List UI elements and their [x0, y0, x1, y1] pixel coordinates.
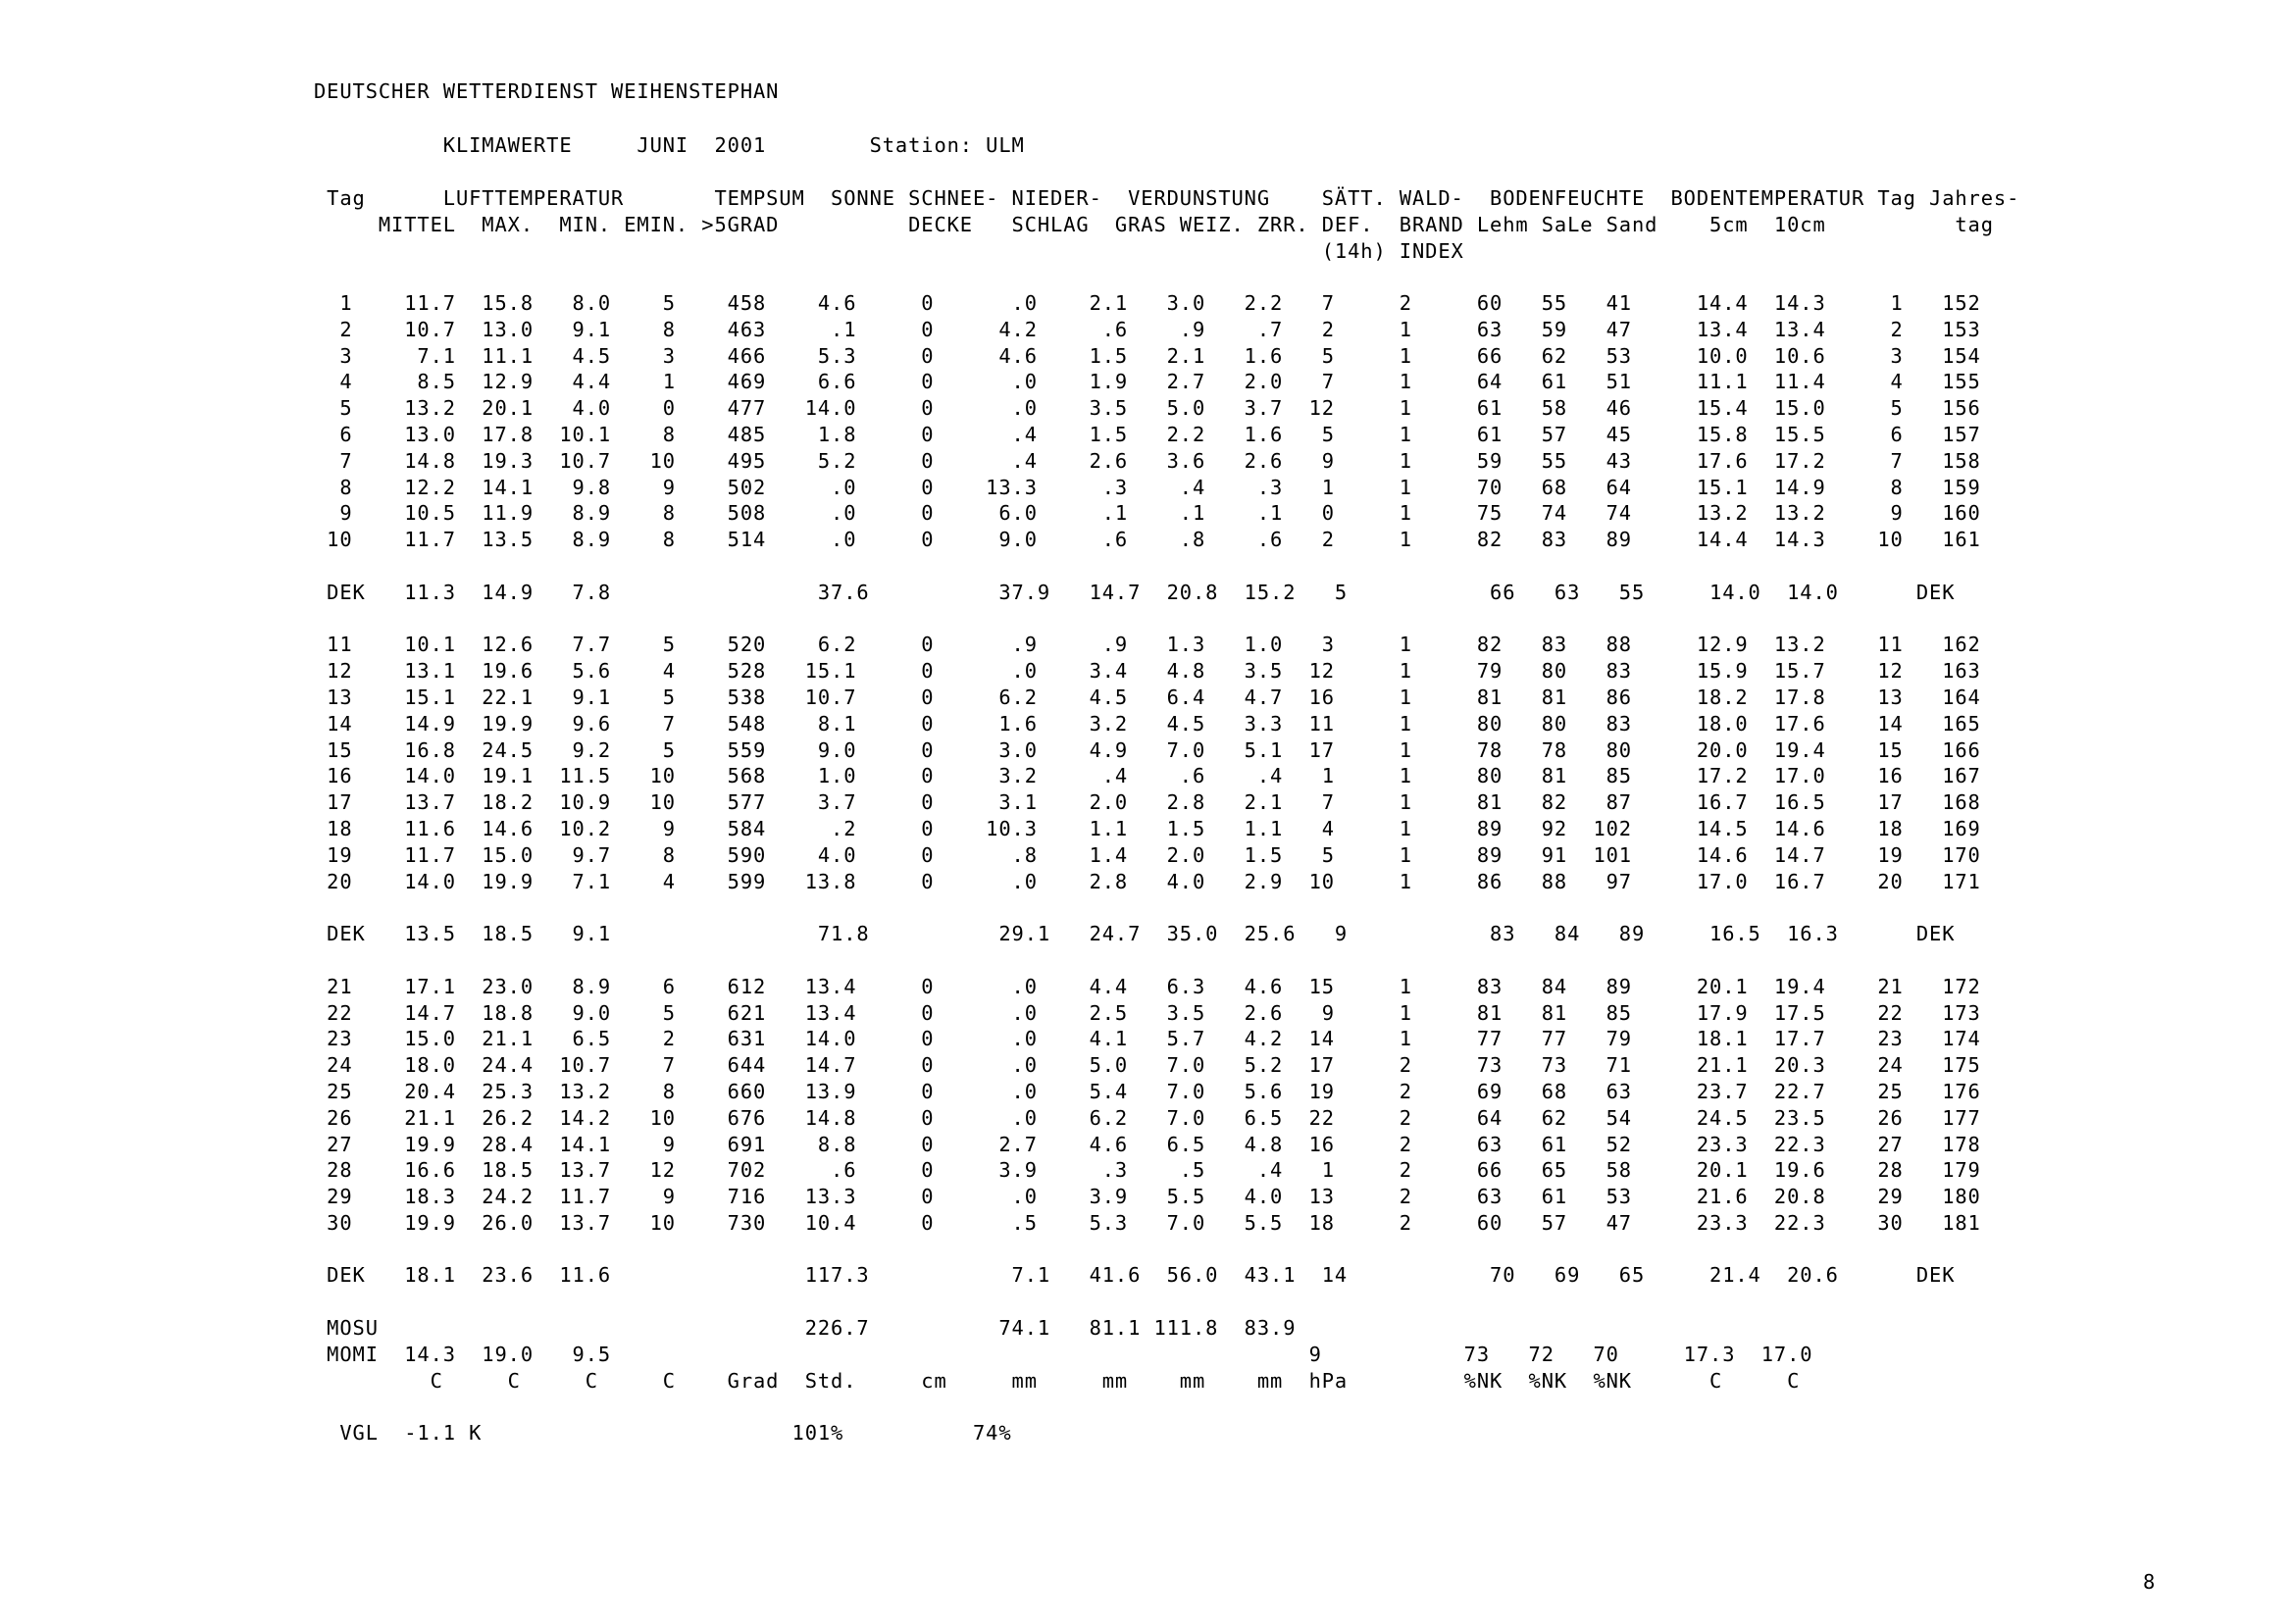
- data-table-body: [314, 290, 1981, 1446]
- report-title: DEUTSCHER WETTERDIENST WEIHENSTEPHAN: [314, 79, 780, 103]
- table-row: 8 12.2 14.1 9.8 9 502 .0 0 13.3 .3 .4 .3 1 1 70 68 64 15.1 14.9 8 159: [314, 475, 1981, 499]
- table-header: [314, 185, 2019, 264]
- table-row: 5 13.2 20.1 4.0 0 477 14.0 0 .0 3.5 5.0 3.7 12 1 61 58 46 15.4 15.0 5 156: [314, 396, 1981, 421]
- table-row: 14 14.9 19.9 9.6 7 548 8.1 0 1.6 3.2 4.5 3.3 11 1 80 80 83 18.0 17.6 14 165: [314, 711, 1981, 736]
- table-row: 28 16.6 18.5 13.7 12 702 .6 0 3.9 .3 .5 .4 1 2 66 65 58 20.1 19.6 28 179: [314, 1158, 1981, 1183]
- table-row: 17 13.7 18.2 10.9 10 577 3.7 0 3.1 2.0 2.8 2.1 7 1 81 82 87 16.7 16.5 17 168: [314, 790, 1981, 815]
- table-row: 9 10.5 11.9 8.9 8 508 .0 0 6.0 .1 .1 .1 0 1 75 74 74 13.2 13.2 9 160: [314, 501, 1981, 526]
- table-row: C C C C Grad Std. cm mm mm mm mm hPa %NK %NK %NK C C: [314, 1368, 1801, 1393]
- table-row: 20 14.0 19.9 7.1 4 599 13.8 0 .0 2.8 4.0 2.9 10 1 86 88 97 17.0 16.7 20 171: [314, 869, 1981, 893]
- table-row: DEK 18.1 23.6 11.6 117.3 7.1 41.6 56.0 43.1 14 70 69 65 21.4 20.6 DEK: [314, 1263, 1956, 1288]
- table-row: 25 20.4 25.3 13.2 8 660 13.9 0 .0 5.4 7.0 5.6 19 2 69 68 63 23.7 22.7 25 176: [314, 1079, 1981, 1103]
- report-subtitle: KLIMAWERTE JUNI 2001 Station: ULM: [314, 133, 1025, 157]
- table-row: 27 19.9 28.4 14.1 9 691 8.8 0 2.7 4.6 6.5 4.8 16 2 63 61 52 23.3 22.3 27 178: [314, 1132, 1981, 1156]
- table-row: 19 11.7 15.0 9.7 8 590 4.0 0 .8 1.4 2.0 1.5 5 1 89 91 101 14.6 14.7 19 170: [314, 842, 1981, 867]
- header-line: MITTEL MAX. MIN. EMIN. >5GRAD DECKE SCHLAG GRAS WEIZ. ZRR. DEF. BRAND Lehm SaLe Sand 5cm 10cm tag: [314, 212, 1994, 236]
- table-row: 10 11.7 13.5 8.9 8 514 .0 0 9.0 .6 .8 .6 2 1 82 83 89 14.4 14.3 10 161: [314, 528, 1981, 552]
- table-row: 22 14.7 18.8 9.0 5 621 13.4 0 .0 2.5 3.5 2.6 9 1 81 81 85 17.9 17.5 22 173: [314, 1000, 1981, 1025]
- table-row: 26 21.1 26.2 14.2 10 676 14.8 0 .0 6.2 7.0 6.5 22 2 64 62 54 24.5 23.5 26 177: [314, 1105, 1981, 1130]
- table-row: VGL -1.1 K 101% 74%: [314, 1421, 1012, 1446]
- table-row: 2 10.7 13.0 9.1 8 463 .1 0 4.2 .6 .9 .7 2 1 63 59 47 13.4 13.4 2 153: [314, 317, 1981, 341]
- table-row: 1 11.7 15.8 8.0 5 458 4.6 0 .0 2.1 3.0 2.2 7 2 60 55 41 14.4 14.3 1 152: [314, 291, 1981, 315]
- table-row: 29 18.3 24.2 11.7 9 716 13.3 0 .0 3.9 5.5 4.0 13 2 63 61 53 21.6 20.8 29 180: [314, 1185, 1981, 1209]
- table-row: 6 13.0 17.8 10.1 8 485 1.8 0 .4 1.5 2.2 1.6 5 1 61 57 45 15.8 15.5 6 157: [314, 422, 1981, 446]
- table-row: MOMI 14.3 19.0 9.5 9 73 72 70 17.3 17.0: [314, 1342, 1813, 1366]
- table-row: 3 7.1 11.1 4.5 3 466 5.3 0 4.6 1.5 2.1 1.6 5 1 66 62 53 10.0 10.6 3 154: [314, 343, 1981, 368]
- page-number: 8: [2143, 1570, 2157, 1594]
- table-row: 24 18.0 24.4 10.7 7 644 14.7 0 .0 5.0 7.0 5.2 17 2 73 73 71 21.1 20.3 24 175: [314, 1053, 1981, 1078]
- table-row: DEK 13.5 18.5 9.1 71.8 29.1 24.7 35.0 25.6 9 83 84 89 16.5 16.3 DEK: [314, 922, 1956, 946]
- table-row: MOSU 226.7 74.1 81.1 111.8 83.9: [314, 1316, 1297, 1341]
- table-row: 23 15.0 21.1 6.5 2 631 14.0 0 .0 4.1 5.7 4.2 14 1 77 77 79 18.1 17.7 23 174: [314, 1027, 1981, 1051]
- table-row: 16 14.0 19.1 11.5 10 568 1.0 0 3.2 .4 .6 .4 1 1 80 81 85 17.2 17.0 16 167: [314, 764, 1981, 788]
- table-row: 7 14.8 19.3 10.7 10 495 5.2 0 .4 2.6 3.6 2.6 9 1 59 55 43 17.6 17.2 7 158: [314, 448, 1981, 473]
- table-row: 18 11.6 14.6 10.2 9 584 .2 0 10.3 1.1 1.5 1.1 4 1 89 92 102 14.5 14.6 18 169: [314, 816, 1981, 840]
- table-row: 21 17.1 23.0 8.9 6 612 13.4 0 .0 4.4 6.3 4.6 15 1 83 84 89 20.1 19.4 21 172: [314, 974, 1981, 998]
- table-row: 11 10.1 12.6 7.7 5 520 6.2 0 .9 .9 1.3 1.0 3 1 82 83 88 12.9 13.2 11 162: [314, 633, 1981, 657]
- table-row: 30 19.9 26.0 13.7 10 730 10.4 0 .5 5.3 7.0 5.5 18 2 60 57 47 23.3 22.3 30 181: [314, 1210, 1981, 1235]
- header-line: (14h) INDEX: [314, 238, 1464, 263]
- table-row: 12 13.1 19.6 5.6 4 528 15.1 0 .0 3.4 4.8 3.5 12 1 79 80 83 15.9 15.7 12 163: [314, 659, 1981, 684]
- table-row: 4 8.5 12.9 4.4 1 469 6.6 0 .0 1.9 2.7 2.0 7 1 64 61 51 11.1 11.4 4 155: [314, 370, 1981, 394]
- table-row: 15 16.8 24.5 9.2 5 559 9.0 0 3.0 4.9 7.0 5.1 17 1 78 78 80 20.0 19.4 15 166: [314, 737, 1981, 762]
- header-line: Tag LUFTTEMPERATUR TEMPSUM SONNE SCHNEE- NIEDER- VERDUNSTUNG SÄTT. WALD- BODENFEUCHTE BODENTEMPERATUR Tag Jahres-: [314, 186, 2020, 210]
- table-row: 13 15.1 22.1 9.1 5 538 10.7 0 6.2 4.5 6.4 4.7 16 1 81 81 86 18.2 17.8 13 164: [314, 685, 1981, 709]
- table-row: DEK 11.3 14.9 7.8 37.6 37.9 14.7 20.8 15.2 5 66 63 55 14.0 14.0 DEK: [314, 580, 1956, 604]
